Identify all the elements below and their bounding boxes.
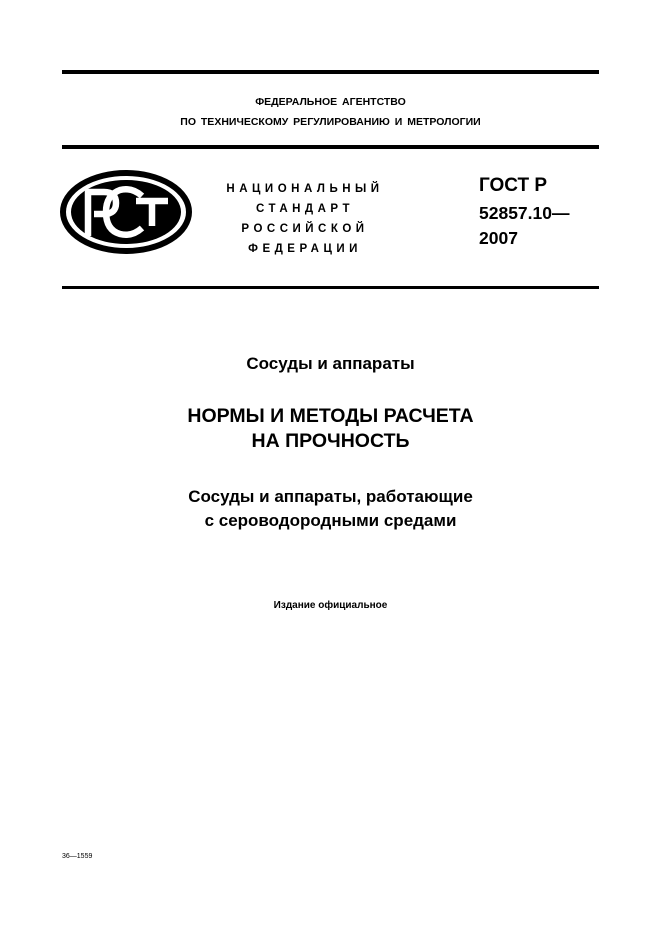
standard-type-line-3: РОССИЙСКОЙ: [241, 223, 369, 235]
subtitle-line-1: Сосуды и аппараты, работающие: [188, 487, 473, 506]
print-code: 36—1559: [62, 853, 93, 860]
middle-rule: [62, 145, 599, 149]
agency-header: [62, 92, 599, 132]
main-title-line-1: НОРМЫ И МЕТОДЫ РАСЧЕТА: [187, 405, 474, 427]
standard-type-block: [210, 179, 400, 259]
designation-prefix: ГОСТ Р: [479, 175, 548, 196]
rst-certification-mark-icon: [60, 170, 192, 254]
standard-designation: [479, 172, 570, 250]
title-group-text: Сосуды и аппараты: [246, 354, 415, 373]
title-group: [62, 352, 599, 376]
designation-year: 2007: [479, 228, 518, 248]
standard-type-line-2: СТАНДАРТ: [256, 203, 354, 215]
subtitle: [62, 485, 599, 533]
standard-type-line-4: ФЕДЕРАЦИИ: [248, 243, 362, 255]
agency-line-2: ПО ТЕХНИЧЕСКОМУ РЕГУЛИРОВАНИЮ И МЕТРОЛОГИИ: [180, 116, 481, 128]
main-title-line-2: НА ПРОЧНОСТЬ: [251, 430, 410, 452]
designation-number: 52857.10—: [479, 203, 570, 223]
subtitle-line-2: с сероводородными средами: [204, 511, 457, 530]
top-rule: [62, 70, 599, 74]
bottom-rule: [62, 286, 599, 289]
standard-type-line-1: НАЦИОНАЛЬНЫЙ: [226, 183, 384, 195]
edition-label: Издание официальное: [273, 600, 388, 611]
main-title: [62, 404, 599, 454]
agency-line-1: ФЕДЕРАЛЬНОЕ АГЕНТСТВО: [255, 96, 406, 108]
